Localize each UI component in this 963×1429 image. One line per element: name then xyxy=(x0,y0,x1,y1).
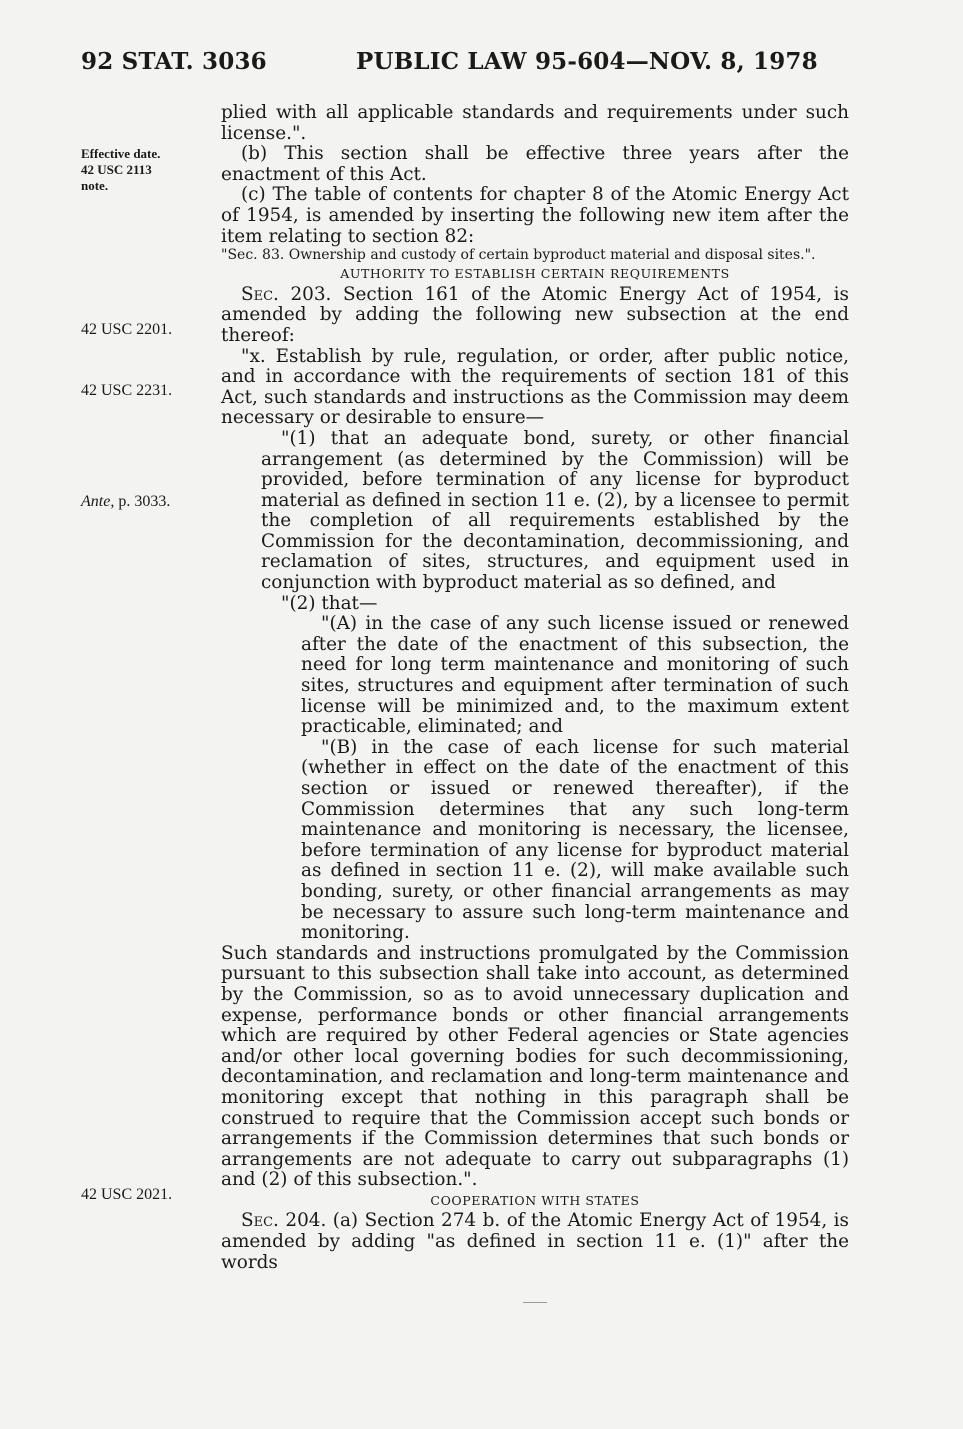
sec-label: Sec. xyxy=(241,1210,279,1232)
paragraph-b: (b) This section shall be effective three years after the enactment of this Act. xyxy=(221,143,849,185)
margin-note-note: note. xyxy=(81,178,109,193)
section-203 xyxy=(221,285,849,347)
margin-note-usc-2021: 42 USC 2021. xyxy=(81,1186,173,1203)
item-b: "(B) in the case of each license for such material (whether in effect on the date of the enactment of this section or issued or renewed thereafter), if the Commission determines that any such long-term maintenance and monitoring is necessary, the licensee, before termination of any license for byproduct material as defined in section 11 e. (2), will make available such bonding, surety, or other financial arrangements as may be necessary to assure such long-term maintenance and monitoring. xyxy=(301,736,849,944)
sec-203-text: 203. Section 161 of the Atomic Energy Act of 1954, is amended by adding the following new subsection at the end thereof: xyxy=(221,283,849,346)
closing-paragraph: Such standards and instructions promulgated by the Commission pursuant to this subsection shall take into account, as determined by the Commission, so as to avoid unnecessary duplication and expense, performance bonds or other financial arrangements which are required by other Federal agencies or State agencies and/or other local governing bodies for such decommissioning, decontamination, and reclamation and long-term maintenance and monitoring except that nothing in this paragraph shall be construed to require that the Commission accept such bonds or arrangements if the Commission determines that such bonds or arrangements are not adequate to carry out subparagraphs (1) and (2) of this subsection.". xyxy=(221,942,849,1191)
item-1: "(1) that an adequate bond, surety, or other financial arrangement (as determined by the Commission) will be provided, before termination of any license for byproduct material as defined in section 11 e. (2), by a licensee to permit the completion of all requirements established by the Commission for the decontamination, decommissioning, and reclamation of sites, structures, and equipment used in conjunction with byproduct material as so defined, and xyxy=(261,427,849,594)
section-heading-authority: AUTHORITY TO ESTABLISH CERTAIN REQUIREMENTS xyxy=(340,266,730,282)
section-204 xyxy=(221,1211,849,1273)
toc-insert-item: "Sec. 83. Ownership and custody of certain byproduct material and disposal sites.". xyxy=(221,247,816,264)
section-heading-cooperation: COOPERATION WITH STATES xyxy=(430,1192,640,1208)
page-stat-number: 92 STAT. 3036 xyxy=(81,48,267,75)
subsection-x: "x. Establish by rule, regulation, or order, after public notice, and in accordance with the requirements of section 181 of this Act, such standards and instructions as the Commission may deem necessary or desirable to ensure— xyxy=(221,345,849,429)
item-a: "(A) in the case of any such license issued or renewed after the date of the enactment of this subsection, the need for long term maintenance and monitoring of such sites, structures and equipment after termination of such license will be minimized and, to the maximum extent practicable, eliminated; and xyxy=(301,613,849,738)
paragraph-continued: plied with all applicable standards and requirements under such license.". xyxy=(221,102,849,144)
sec-204-text: 204. (a) Section 274 b. of the Atomic Energy Act of 1954, is amended by adding "as defined in section 11 e. (1)" after the words xyxy=(221,1210,849,1273)
main-text xyxy=(221,103,849,1273)
paragraph-c: (c) The table of contents for chapter 8 of the Atomic Energy Act of 1954, is amended by inserting the following new item after the item relating to section 82: xyxy=(221,184,849,247)
ante-word: Ante, xyxy=(81,493,115,510)
sec-label: Sec. xyxy=(241,283,279,305)
margin-note-ante xyxy=(81,494,170,510)
item-2: "(2) that— xyxy=(281,592,378,614)
margin-note-usc-2113: 42 USC 2113 xyxy=(81,162,152,177)
running-head: PUBLIC LAW 95-604—NOV. 8, 1978 xyxy=(356,48,818,75)
margin-note-effective-date: Effective date. xyxy=(81,146,161,161)
margin-note-usc-2201: 42 USC 2201. xyxy=(81,321,173,338)
ante-page: p. 3033. xyxy=(114,493,171,510)
footer-rule xyxy=(523,1302,547,1303)
margin-note-usc-2231: 42 USC 2231. xyxy=(81,382,173,399)
